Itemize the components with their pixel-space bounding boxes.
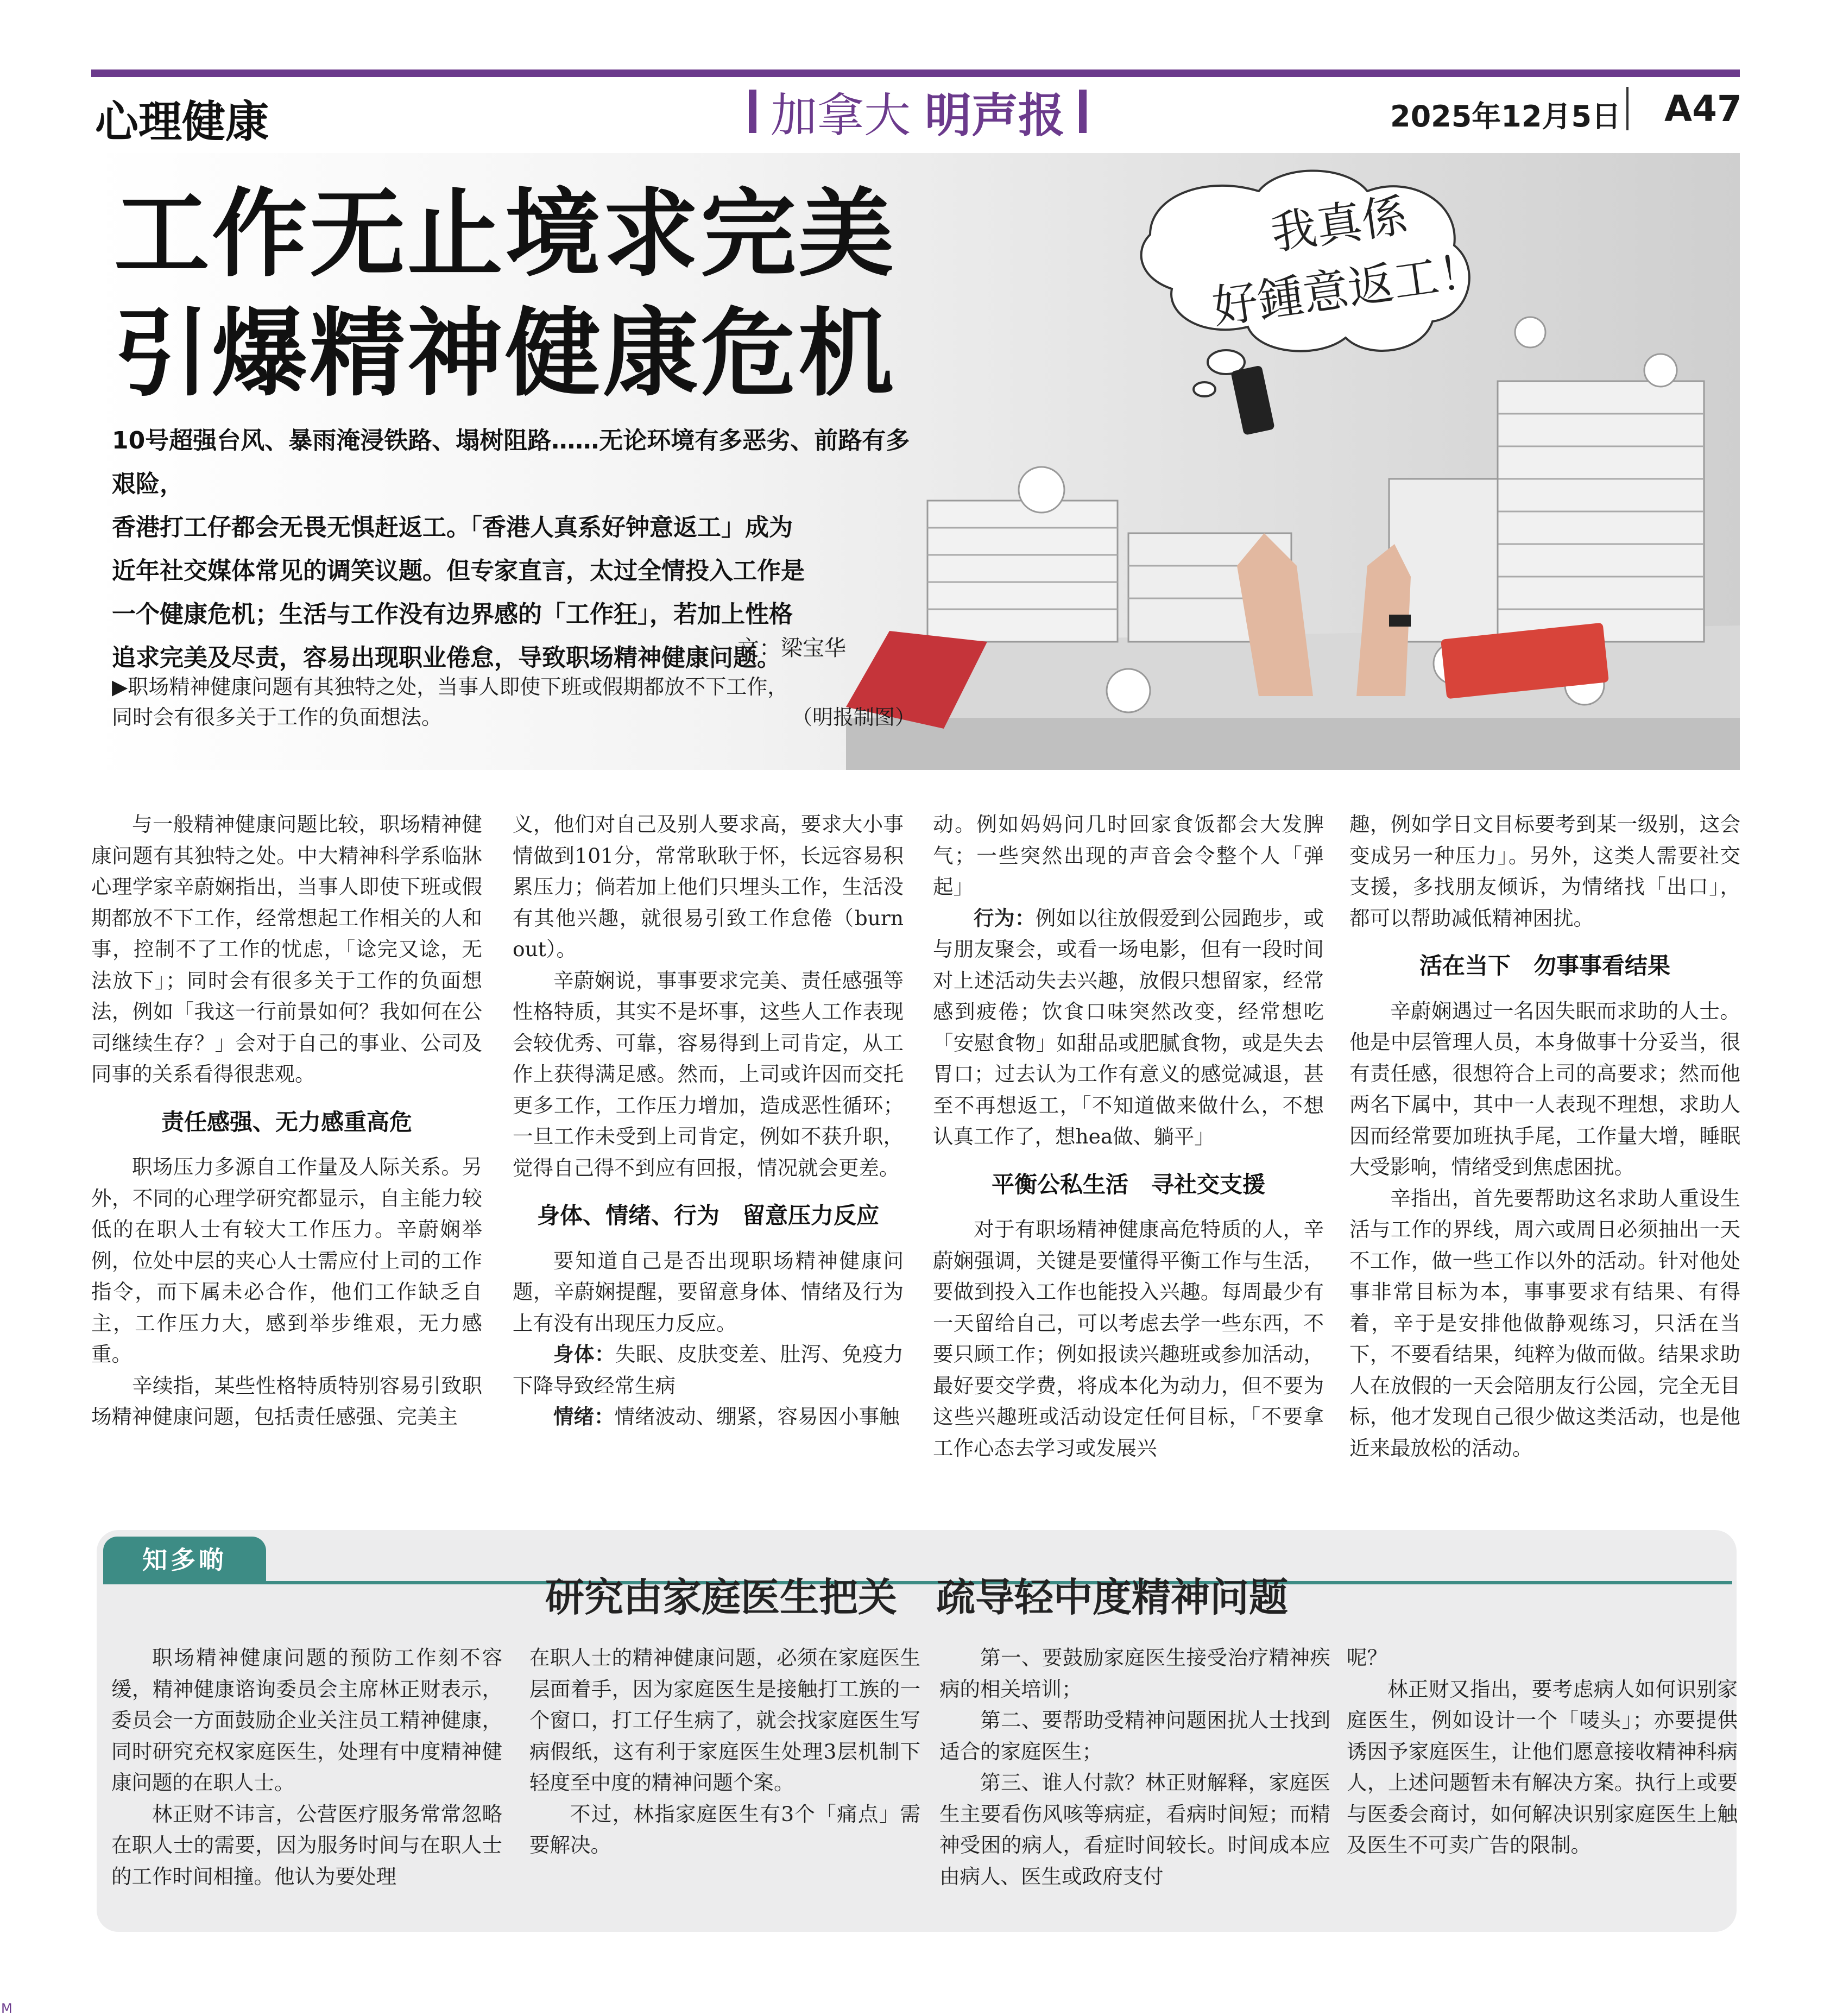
headline — [114, 175, 896, 414]
page-number: A47 — [1664, 88, 1742, 130]
paragraph: 辛指出，首先要帮助这名求助人重设生活与工作的界线，周六或周日必须抽出一天不工作，做一些工作以外的活动。针对他处事非常目标为本，事事要求有结果、有得着，辛于是安排他做静观练习，只活在当下，不要看结果，纯粹为做而做。结果求助人在放假的一天会陪朋友行公园，完全无目标，他才发现自己很少做这类活动，也是他近来最放松的活动。 — [1349, 1186, 1740, 1460]
label-text: 失眠、皮肤变差、肚泻、免疫力下降导致经常生病 — [513, 1342, 904, 1398]
paragraph: 趣，例如学日文目标要考到某一级别，这会变成另一种压力」。另外，这类人需要社交支援，多找朋友倾诉，为情绪找「出口」，都可以帮助减低精神困扰。 — [1349, 812, 1740, 930]
paragraph: 第一、要鼓励家庭医生接受治疗精神疾病的相关培训； — [939, 1646, 1330, 1701]
paper-stack-left — [927, 501, 1291, 642]
sidebar-title: 研究由家庭医生把关 疏导轻中度精神问题 — [545, 1574, 1288, 1620]
paragraph: 第三、谁人付款？林正财解释，家庭医生主要看伤风咳等病症，看病时间短；而精神受困的病人，看症时间较长。时间成本应由病人、医生或政府支付 — [939, 1771, 1330, 1888]
subheading: 活在当下 勿事事看结果 — [1419, 952, 1670, 979]
label-text: 情绪波动、绷紧，容易因小事触 — [614, 1405, 900, 1429]
article-column-3 — [933, 809, 1324, 1464]
lead-line: 近年社交媒体常见的调笑议题。但专家直言，太过全情投入工作是 — [112, 557, 805, 585]
article-column-1 — [91, 809, 482, 1433]
paragraph: 林正财又指出，要考虑病人如何识别家庭医生，例如设计一个「唛头」；亦要提供诱因予家庭医生，让他们愿意接收精神科病人，上述问题暂未有解决方案。执行上或要与医委会商讨，如何解决识别家庭医生上触及医生不可卖广告的限制。 — [1347, 1677, 1738, 1857]
header-separator — [1626, 87, 1629, 130]
paragraph — [513, 1339, 904, 1401]
photo-caption — [112, 672, 916, 732]
label-body: 身体： — [553, 1342, 615, 1366]
sidebar-column-1 — [111, 1642, 502, 1892]
paragraph: 呢？ — [1347, 1646, 1387, 1670]
sidebar-column-4 — [1347, 1642, 1738, 1861]
sidebar-tag: 知多啲 — [103, 1537, 266, 1583]
paragraph: 职场精神健康问题的预防工作刻不容缓，精神健康谘询委员会主席林正财表示，委员会一方面鼓励企业关注员工精神健康，同时研究充权家庭医生，处理有中度精神健康问题的在职人士。 — [111, 1646, 502, 1794]
masthead — [744, 81, 1091, 141]
paragraph: 在职人士的精神健康问题，必须在家庭医生层面着手，因为家庭医生是接触打工族的一个窗口，打工仔生病了，就会找家庭医生写病假纸，这有利于家庭医生处理3层机制下轻度至中度的精神问题个案。 — [529, 1646, 920, 1794]
phone-icon — [1230, 365, 1275, 435]
section-title: 心理健康 — [95, 97, 269, 147]
sidebar-column-3 — [939, 1642, 1330, 1892]
paragraph: 义，他们对自己及别人要求高，要求大小事情做到101分，常常耿耿于怀，长远容易积累压力；倘若加上他们只埋头工作，生活没有其他兴趣，就很易引致工作怠倦（burn out）。 — [513, 812, 904, 961]
article-column-2 — [513, 809, 904, 1433]
paragraph: 辛续指，某些性格特质特别容易引致职场精神健康问题，包括责任感强、完美主 — [91, 1373, 482, 1429]
paragraph: 不过，林指家庭医生有3个「痛点」需要解决。 — [529, 1802, 920, 1857]
subheading: 责任感强、无力感重高危 — [161, 1108, 412, 1135]
masthead-name: 明声报 — [925, 89, 1065, 143]
subheading: 身体、情绪、行为 留意压力反应 — [537, 1202, 879, 1229]
paragraph — [933, 903, 1324, 1153]
paragraph: 第二、要帮助受精神问题困扰人士找到适合的家庭医生； — [939, 1708, 1330, 1764]
label-emotion: 情绪： — [553, 1405, 615, 1429]
paragraph — [513, 1401, 904, 1433]
top-rule — [91, 69, 1740, 77]
photo-credit: （明报制图） — [791, 705, 916, 729]
masthead-bar-left — [749, 90, 756, 133]
paragraph: 与一般精神健康问题比较，职场精神健康问题有其独特之处。中大精神科学系临牀心理学家辛蔚娴指出，当事人即使下班或假期都放不下工作，经常想起工作相关的人和事，控制不了工作的忧虑，「谂完又谂，无法放下」；同时会有很多关于工作的负面想法，例如「我这一行前景如何？我如何在公司继续生存？」会对于自己的事业、公司及同事的关系看得很悲观。 — [91, 812, 482, 1086]
paragraph: 辛蔚娴说，事事要求完美、责任感强等性格特质，其实不是坏事，这些人工作表现会较优秀、可靠，容易得到上司肯定，从工作上获得满足感。然而，上司或许因而交托更多工作，工作压力增加，造成恶性循环；一旦工作未受到上司肯定，例如不获升职，觉得自己得不到应有回报，情况就会更差。 — [513, 968, 904, 1180]
lead-line: 香港打工仔都会无畏无惧赶返工。「香港人真系好钟意返工」成为 — [112, 514, 793, 541]
headline-line-2: 引爆精神健康危机 — [114, 298, 897, 409]
paragraph: 辛蔚娴遇过一名因失眠而求助的人士。他是中层管理人员，本身做事十分妥当，很有责任感，很想符合上司的高要求；然而他两名下属中，其中一人表现不理想，求助人因而经常要加班执手尾，工作量大增，睡眠大受影响，情绪受到焦虑困扰。 — [1349, 998, 1740, 1179]
caption-line: 同时会有很多关于工作的负面想法。 — [112, 705, 443, 729]
caption-line: ▶职场精神健康问题有其独特之处，当事人即使下班或假期都放不下工作， — [112, 675, 788, 699]
sidebar-column-2 — [529, 1642, 920, 1861]
paragraph: 要知道自己是否出现职场精神健康问题，辛蔚娴提醒，要留意身体、情绪及行为上有没有出现压力反应。 — [513, 1248, 904, 1335]
paragraph: 动。例如妈妈问几时回家食饭都会大发脾气；一些突然出现的声音会令整个人「弹起」 — [933, 812, 1324, 899]
lead-line: 10号超强台风、暴雨淹浸铁路、塌树阻路……无论环境有多恶劣、前路有多艰险， — [112, 427, 910, 498]
subheading: 平衡公私生活 寻社交支援 — [991, 1171, 1265, 1198]
headline-line-1: 工作无止境求完美 — [114, 179, 897, 290]
paragraph: 职场压力多源自工作量及人际关系。另外，不同的心理学研究都显示，自主能力较低的在职人士有较大工作压力。辛蔚娴举例，位处中层的夹心人士需应付上司的工作指令，而下属未必合作，他们工作缺乏自主，工作压力大，感到举步维艰，无力感重。 — [91, 1155, 482, 1366]
label-text: 例如以往放假爱到公园跑步，或与朋友聚会，或看一场电影，但有一段时间对上述活动失去兴趣，放假只想留家，经常感到疲倦；饮食口味突然改变，经常想吃「安慰食物」如甜品或肥腻食物，或是失去胃口；过去认为工作有意义的感觉减退，甚至不再想返工，「不知道做来做什么，不想认真工作了，想hea做、躺平」 — [933, 906, 1324, 1148]
masthead-prefix: 加拿大 — [771, 89, 911, 143]
paragraph: 林正财不讳言，公营医疗服务常常忽略在职人士的需要，因为服务时间与在职人士的工作时间相撞。他认为要处理 — [111, 1802, 502, 1888]
byline: 文：梁宝华 — [737, 636, 846, 661]
paragraph: 对于有职场精神健康高危特质的人，辛蔚娴强调，关键是要懂得平衡工作与生活，要做到投入工作也能投入兴趣。每周最少有一天留给自己，可以考虑去学一些东西，不要只顾工作；例如报读兴趣班或参加活动，最好要交学费，将成本化为动力，但不要为这些兴趣班或活动设定任何目标，「不要拿工作心态去学习或发展兴 — [933, 1217, 1324, 1460]
label-behavior: 行为： — [974, 906, 1036, 930]
hero-section — [91, 153, 1740, 770]
lead-line: 一个健康危机；生活与工作没有边界感的「工作狂」，若加上性格 — [112, 601, 793, 628]
masthead-bar-right — [1079, 90, 1087, 133]
corner-mark: M — [1, 2001, 12, 2016]
thought-line-2: 好鍾意返工！ — [1209, 243, 1488, 334]
lead-line: 追求完美及尽责，容易出现职业倦怠，导致职场精神健康问题。 — [112, 644, 781, 672]
publication-date: 2025年12月5日 — [1390, 99, 1621, 134]
article-column-4 — [1349, 809, 1740, 1464]
paper-stack-right — [1389, 381, 1704, 642]
thought-line-1: 我真係 — [1267, 188, 1411, 260]
